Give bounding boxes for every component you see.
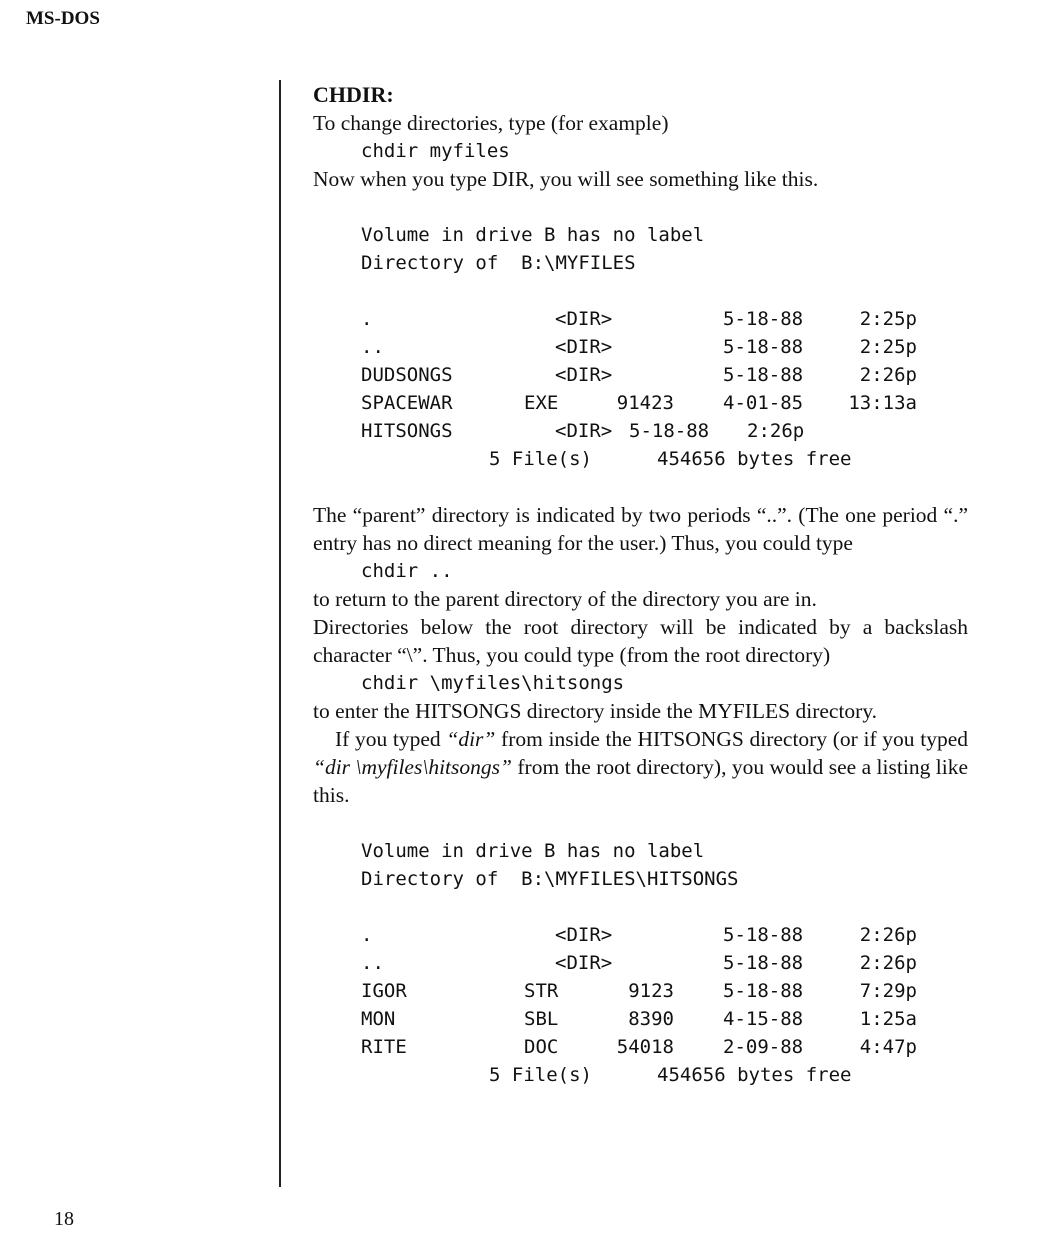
directory-line: Directory of B:\MYFILES\HITSONGS — [361, 868, 739, 890]
file-date: 5-18-88 — [723, 952, 804, 974]
file-date: 5-18-88 — [723, 336, 804, 358]
listing-row — [313, 389, 968, 417]
bytes-free: 454656 bytes free — [657, 448, 852, 470]
file-time: 2:26p — [859, 924, 917, 946]
command-example: chdir \myfiles\hitsongs — [361, 672, 625, 694]
file-size: 9123 — [628, 980, 674, 1002]
file-name: . — [361, 924, 373, 946]
file-time: 1:25a — [859, 1008, 917, 1030]
file-count: 5 File(s) — [489, 1064, 592, 1086]
file-name: . — [361, 308, 373, 330]
listing-row — [313, 1033, 968, 1061]
dir-tag: <DIR> — [555, 952, 613, 974]
file-name: MON — [361, 1008, 396, 1030]
file-time: 7:29p — [859, 980, 917, 1002]
file-date: 5-18-88 — [723, 308, 804, 330]
listing-summary — [313, 1061, 968, 1089]
body-text: to enter the HITSONGS directory inside the MYFILES directory. — [313, 699, 878, 723]
listing-row — [313, 977, 968, 1005]
dir-tag: <DIR> — [555, 420, 613, 442]
file-date: 5-18-88 — [629, 420, 710, 442]
file-date: 5-18-88 — [723, 924, 804, 946]
listing-row — [313, 305, 968, 333]
body-text: Directories below the root directory will be indicated by a backslash character “\”. Thus, you could type (from the root directory) — [313, 615, 968, 667]
file-time: 2:26p — [859, 364, 917, 386]
spacer — [313, 809, 968, 837]
file-name: .. — [361, 336, 384, 358]
file-time: 2:25p — [859, 308, 917, 330]
spacer — [313, 473, 968, 501]
listing-row — [313, 361, 968, 389]
file-name: .. — [361, 952, 384, 974]
body-paragraph — [313, 725, 968, 809]
file-time: 2:26p — [747, 420, 805, 442]
spacer — [313, 193, 968, 221]
file-extension: DOC — [524, 1036, 559, 1058]
file-size: 54018 — [616, 1036, 674, 1058]
file-date: 2-09-88 — [723, 1036, 804, 1058]
file-time: 2:26p — [859, 952, 917, 974]
file-extension: EXE — [524, 392, 559, 414]
volume-line: Volume in drive B has no label — [361, 840, 705, 862]
page-body — [313, 81, 968, 1089]
body-text: from the root directory), you would see a listing like this. — [313, 755, 968, 807]
file-date: 5-18-88 — [723, 364, 804, 386]
file-time: 13:13a — [848, 392, 917, 414]
listing-summary — [313, 445, 968, 473]
file-date: 5-18-88 — [723, 980, 804, 1002]
file-name: DUDSONGS — [361, 364, 453, 386]
body-text: Now when you type DIR, you will see something like this. — [313, 167, 819, 191]
body-text: The “parent” directory is indicated by two periods “..”. (The one period “.” entry has no direct meaning for the user.) Thus, you could type — [313, 503, 968, 555]
file-date: 4-15-88 — [723, 1008, 804, 1030]
file-time: 4:47p — [859, 1036, 917, 1058]
file-extension: STR — [524, 980, 559, 1002]
inline-command: “dir” — [446, 727, 496, 751]
command-example: chdir myfiles — [361, 140, 510, 162]
file-extension: SBL — [524, 1008, 559, 1030]
listing-row — [313, 333, 968, 361]
body-text: from inside the HITSONGS directory (or if you typed — [495, 727, 968, 751]
body-text: to return to the parent directory of the directory you are in. — [313, 587, 817, 611]
file-size: 8390 — [628, 1008, 674, 1030]
page-number: 18 — [54, 1208, 74, 1230]
dir-tag: <DIR> — [555, 364, 613, 386]
listing-row — [313, 921, 968, 949]
directory-listing-hitsongs — [313, 837, 968, 1089]
body-text: If you typed — [335, 727, 447, 751]
bytes-free: 454656 bytes free — [657, 1064, 852, 1086]
dir-tag: <DIR> — [555, 924, 613, 946]
inline-command: “dir \myfiles\hitsongs” — [313, 755, 512, 779]
dir-tag: <DIR> — [555, 308, 613, 330]
listing-row — [313, 417, 968, 445]
file-count: 5 File(s) — [489, 448, 592, 470]
listing-row — [313, 1005, 968, 1033]
directory-line: Directory of B:\MYFILES — [361, 252, 636, 274]
dir-tag: <DIR> — [555, 336, 613, 358]
file-name: IGOR — [361, 980, 407, 1002]
command-example: chdir .. — [361, 560, 453, 582]
file-size: 91423 — [616, 392, 674, 414]
directory-listing-myfiles — [313, 221, 968, 473]
file-name: HITSONGS — [361, 420, 453, 442]
file-name: SPACEWAR — [361, 392, 453, 414]
volume-line: Volume in drive B has no label — [361, 224, 705, 246]
file-date: 4-01-85 — [723, 392, 804, 414]
file-time: 2:25p — [859, 336, 917, 358]
margin-rule — [279, 80, 281, 1187]
file-name: RITE — [361, 1036, 407, 1058]
listing-row — [313, 949, 968, 977]
running-header: MS-DOS — [26, 8, 100, 29]
section-heading: CHDIR: — [313, 82, 394, 107]
intro-text: To change directories, type (for example) — [313, 111, 669, 135]
